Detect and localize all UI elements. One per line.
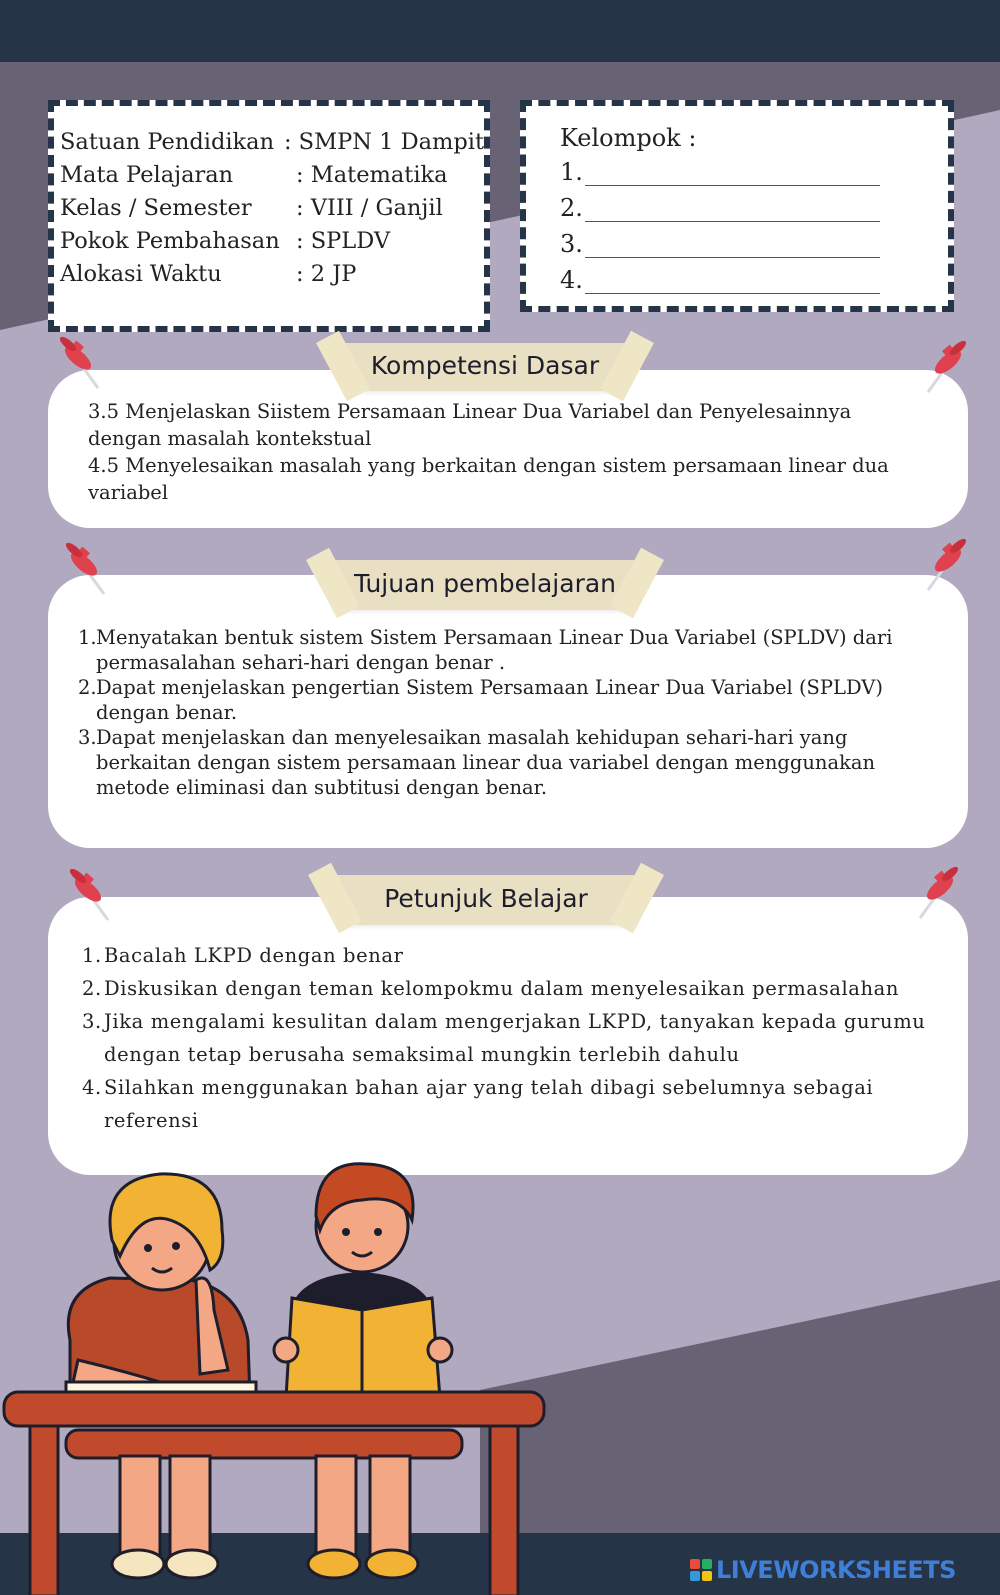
member-blank-field[interactable] bbox=[585, 163, 880, 186]
info-value: : SPLDV bbox=[296, 228, 391, 254]
item-text: Menyatakan bentuk sistem Sistem Persamaan Linear Dua Variabel (SPLDV) dari permasalahan sehari-hari dengan benar . bbox=[96, 626, 893, 674]
item-text: Diskusikan dengan teman kelompokmu dalam menyelesaikan permasalahan bbox=[104, 977, 900, 1000]
logo-square bbox=[702, 1559, 712, 1569]
girl-figure bbox=[66, 1174, 256, 1400]
info-row bbox=[60, 258, 484, 291]
member-number: 4. bbox=[560, 266, 583, 294]
member-number: 2. bbox=[560, 194, 583, 222]
item-number: 1. bbox=[78, 626, 97, 649]
tujuan-list bbox=[78, 625, 948, 800]
kompetensi-text bbox=[88, 398, 908, 506]
logo-square bbox=[690, 1571, 700, 1581]
info-row bbox=[60, 126, 484, 159]
info-value: : 2 JP bbox=[296, 261, 357, 287]
item-text: Jika mengalami kesulitan dalam mengerjakan LKPD, tanyakan kepada gurumu dengan tetap berusaha semaksimal mungkin terlebih dahulu bbox=[104, 1010, 926, 1066]
pushpin-icon bbox=[918, 538, 966, 594]
kompetensi-heading-tape bbox=[344, 343, 626, 391]
item-text: Silahkan menggunakan bahan ajar yang telah dibagi sebelumnya sebagai referensi bbox=[104, 1076, 874, 1132]
pushpin-icon bbox=[918, 340, 966, 396]
tujuan-heading: Tujuan pembelajaran bbox=[353, 569, 617, 598]
tujuan-heading-tape bbox=[334, 560, 636, 610]
group-member-line bbox=[560, 158, 880, 186]
petunjuk-heading-tape bbox=[336, 875, 636, 925]
item-text: Dapat menjelaskan dan menyelesaikan masalah kehidupan sehari-hari yang berkaitan dengan sistem persamaan linear dua variabel dengan menggunakan metode eliminasi dan subtitusi dengan benar. bbox=[96, 726, 876, 799]
member-blank-field[interactable] bbox=[585, 235, 880, 258]
item-number: 2. bbox=[82, 977, 102, 1000]
item-text: Bacalah LKPD dengan benar bbox=[104, 944, 404, 967]
info-label: Satuan Pendidikan bbox=[60, 129, 275, 155]
info-value: : VIII / Ganjil bbox=[296, 195, 443, 221]
logo-square bbox=[690, 1559, 700, 1569]
item-number: 4. bbox=[82, 1076, 102, 1099]
desk bbox=[4, 1392, 544, 1595]
pushpin-icon bbox=[910, 866, 958, 922]
group-box bbox=[520, 100, 954, 312]
logo-text: LIVEWORKSHEETS bbox=[716, 1556, 956, 1584]
kompetensi-heading: Kompetensi Dasar bbox=[370, 351, 600, 380]
pushpin-icon bbox=[60, 336, 108, 392]
info-row bbox=[60, 159, 484, 192]
petunjuk-belajar-card bbox=[48, 897, 968, 1175]
boy-figure bbox=[274, 1164, 452, 1400]
info-label: Kelas / Semester bbox=[60, 195, 252, 221]
logo-square bbox=[702, 1571, 712, 1581]
info-row bbox=[60, 225, 484, 258]
tujuan-pembelajaran-card bbox=[48, 575, 968, 848]
logo-grid-icon bbox=[690, 1559, 712, 1581]
item-text: Dapat menjelaskan pengertian Sistem Persamaan Linear Dua Variabel (SPLDV) dengan benar. bbox=[96, 676, 883, 724]
students-reading-illustration bbox=[0, 1160, 560, 1595]
list-item bbox=[78, 625, 948, 675]
item-number: 2. bbox=[78, 676, 97, 699]
kompetensi-item: 4.5 Menyelesaikan masalah yang berkaitan dengan sistem persamaan linear dua variabel bbox=[88, 454, 889, 504]
item-number: 3. bbox=[82, 1010, 102, 1033]
legs bbox=[112, 1456, 418, 1578]
list-item bbox=[82, 1005, 952, 1071]
info-label: Alokasi Waktu bbox=[60, 261, 222, 287]
list-item bbox=[82, 1071, 952, 1137]
top-bar bbox=[0, 0, 1000, 62]
info-value: : Matematika bbox=[296, 162, 448, 188]
liveworksheets-logo bbox=[690, 1556, 956, 1584]
info-row bbox=[60, 192, 484, 225]
list-item bbox=[82, 939, 952, 972]
member-blank-field[interactable] bbox=[585, 271, 880, 294]
group-member-line bbox=[560, 230, 880, 258]
group-member-line bbox=[560, 194, 880, 222]
petunjuk-list bbox=[82, 939, 952, 1137]
group-title: Kelompok : bbox=[560, 124, 697, 152]
member-number: 3. bbox=[560, 230, 583, 258]
list-item bbox=[78, 725, 948, 800]
info-label: Mata Pelajaran bbox=[60, 162, 234, 188]
pushpin-icon bbox=[66, 542, 114, 598]
petunjuk-heading: Petunjuk Belajar bbox=[384, 884, 588, 913]
list-item bbox=[78, 675, 948, 725]
kompetensi-item: 3.5 Menjelaskan Siistem Persamaan Linear Dua Variabel dan Penyelesainnya dengan masalah kontekstual bbox=[88, 400, 852, 450]
pushpin-icon bbox=[70, 868, 118, 924]
item-number: 3. bbox=[78, 726, 97, 749]
school-info-box bbox=[48, 100, 490, 332]
list-item bbox=[82, 972, 952, 1005]
member-number: 1. bbox=[560, 158, 583, 186]
info-label: Pokok Pembahasan bbox=[60, 228, 280, 254]
item-number: 1. bbox=[82, 944, 102, 967]
kompetensi-dasar-card bbox=[48, 370, 968, 528]
member-blank-field[interactable] bbox=[585, 199, 880, 222]
info-value: : SMPN 1 Dampit bbox=[283, 129, 484, 155]
group-member-line bbox=[560, 266, 880, 294]
